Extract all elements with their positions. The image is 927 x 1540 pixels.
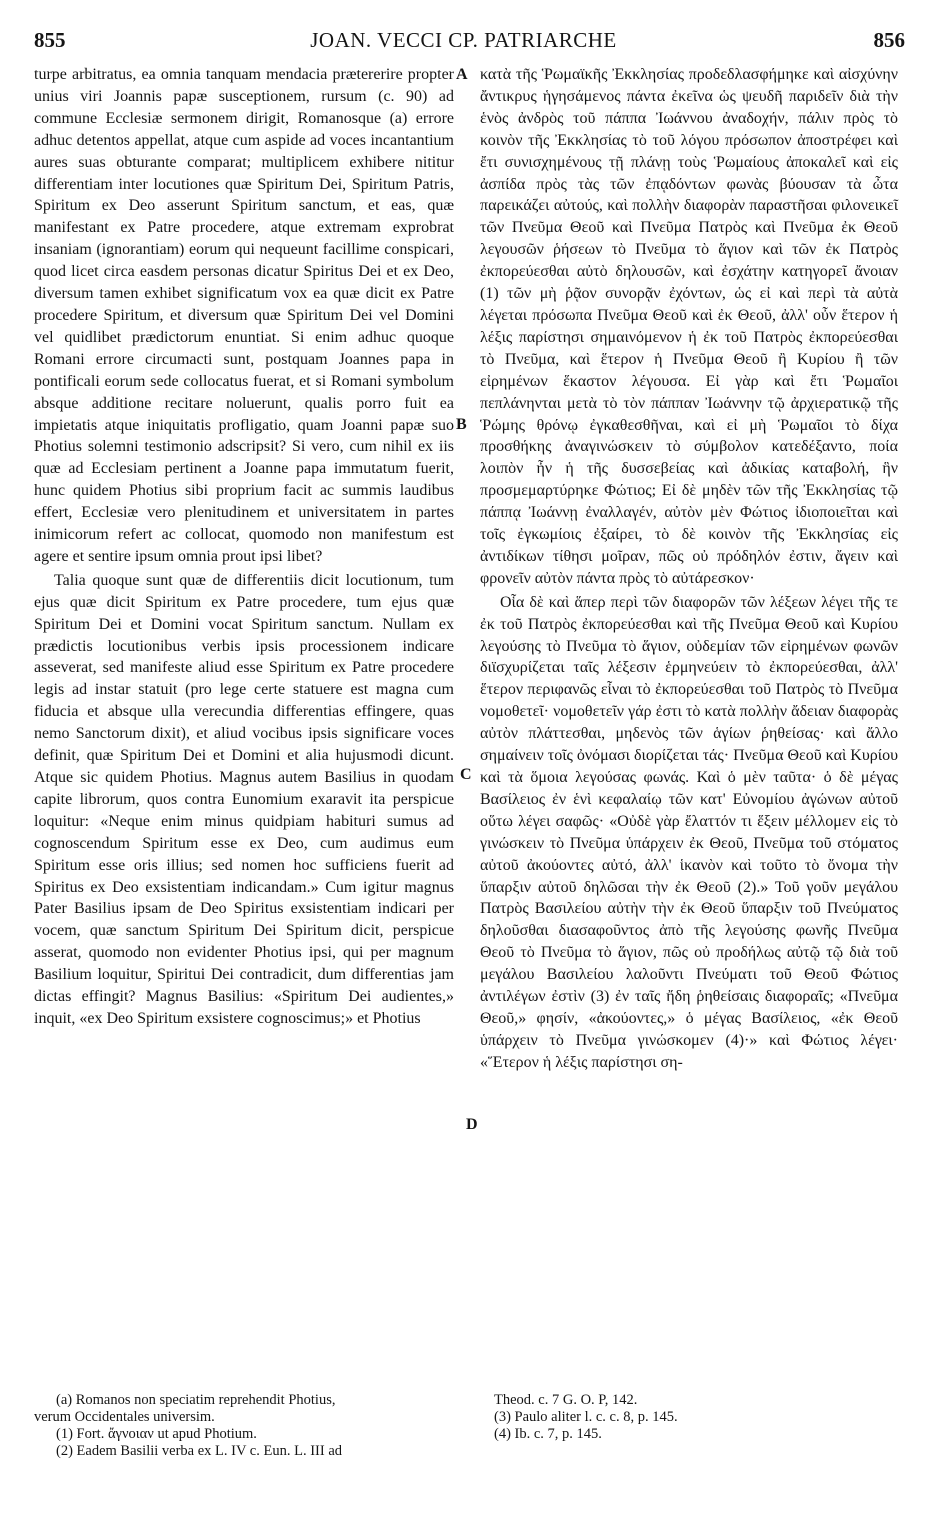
greek-paragraph: Οἷα δὲ καὶ ἅπερ περὶ τῶν διαφορῶν τῶν λέξεων λέγει τῆς τε ἐκ τοῦ Πατρὸς ἐκπορεύεσθαι καὶ τῆς Πνεῦμα Θεοῦ καὶ Κυρίου λεγούσης τὸ Πνεῦμα τὸ ἅγιον, οὐδεμίαν τῶν εἰρημένων φωνῶν διϊσχυρίζεται ταῖς λέξεσιν ἑρμηνεύειν τὸ ἐκπορεύεσθαι, ἀλλ' ἕτερον περιφανῶς εἶναι τὸ ἐκπορεύεσθαι τοῦ Πατρὸς τὸ Πνεῦμα νομοθετεῖ· νομοθετεῖν γάρ ἐστι τὸ κατὰ πολλὴν ἄδειαν διαφορὰς αὐτὸν πλάττεσθαι, μηδενὸς τῶν ἁγίων ῥηθείσας· καὶ ἄλλο σημαίνειν τοῖς ὀνόμασι διορίζεται τάς· Πνεῦμα Θεοῦ καὶ Κυρίου καὶ τὰ ὅμοια λεγούσας φωνάς. Καὶ ὁ μὲν ταῦτα· ὁ δὲ μέγας Βασίλειος ἐν ἑνὶ κεφαλαίῳ τῶν κατ' Εὐνομίου ἀγώνων αὐτοῦ οὕτω λέγει σαφῶς· «Οὐδὲ γὰρ ἔλαττόν τι ἕξειν μέλλομεν εἰς τὸ γινώσκειν τὸ Πνεῦμα ὑπάρχειν ἐκ Θεοῦ, Πνεῦμα τοῦ στόματος αὐτοῦ ἀκούοντες αὐτό, ἀλλ' ἱκανὸν καὶ τοῦτο τὸ ὄνομα τὴν ὕπαρξιν αὐτοῦ δηλῶσαι τὴν ἐκ Θεοῦ (2).» Τοῦ γοῦν μεγάλου Πατρὸς Βασιλείου αὐτὴν τὴν ἐκ Θεοῦ ὕπαρξιν τοῦ Πνεύματος δηλοῦσθαι διασαφοῦντος ἀπὸ τῆς λεγούσης φωνῆς Πνεῦμα Θεοῦ τὸ Πνεῦμα τὸ ἅγιον, πῶς οὐ προδήλως αὐτῷ τῷ διὰ τοῦ μεγάλου Βασιλείου λαλοῦντι Πνεύματι τοῦ Θεοῦ Φώτιος ἀντιλέγων ἐστὶν (3) ἐν ταῖς ἤδη ῥηθείσαις διαφοραῖς; «Πνεῦμα Θεοῦ,» φησίν, «ἀκούοντες,» ὁ μέγας Βασίλειος, «ἐκ Θεοῦ ὑπάρχειν τὸ Πνεῦμα γινώσκομεν (4)·» καὶ Φώτιος λέγει· «Ἕτερον ἡ λέξις παρίστησι ση- [480,593,898,1071]
footnotes-left [34,1392,474,1460]
latin-paragraph: Talia quoque sunt quæ de differentiis dicit locutionum, tum ejus quæ dicit Spiritum ex Patre procedere, tum ejus quæ Spiritum Dei et Domini vocat Spiritum sanctum. Nullam ex prædictis locutionibus verbis ipsis processionem indicare asseverat, sed manifeste aliud esse Spiritum ex Patre procedere legis ad instar statuit (pro lege certe statuere est magna cum fiducia et absque ulla verecundia differentias effingere, quas nemo Sanctorum dixit), et aliud vocibus ipsis significare voces definit, quæ Spiritum Dei et Domini et alia hujusmodi dicunt. Atque sic quidem Photius. Magnus autem Basilius in quodam capite librorum, quos contra Eunomium exaravit ita perspicue loquitur: «Neque enim minus quidpiam habituri sumus ad cognoscendum Spiritum esse ex Deo, cum audimus eum Spiritum esse oris illius; sed nomen hoc sufficiens fuerit ad Spiritus ex Deo exsistentiam indicandam.» Cum igitur magnus Pater Basilius ipsam de Deo Spiritus exsistentiam indicari per vocem, quæ sanctum Spiritum Dei Spiritum dicit, perspicue asserat, quomodo non evidenter Photius ipsi, qui per magnum Basilium loquitur, Spiritui Dei contradicit, dum differentias jam dictas effingit? Magnus Basilius: «Spiritum Dei audientes,» inquit, «ex Deo Spiritum exsistere cognoscimus;» et Photius [34,571,454,1027]
footnote-line: (a) Romanos non speciatim reprehendit Photius, [56,1392,336,1408]
latin-column [34,64,454,1030]
margin-letter-a: A [456,66,468,83]
footnote-line: (4) Ib. c. 7, p. 145. [494,1426,602,1442]
greek-column [480,64,898,1074]
latin-paragraph: turpe arbitratus, ea omnia tanquam mendacia prætererire propter unius viri Joannis papæ susceptionem, rursum (c. 90) ad commune Ecclesiæ sermonem dirigit, Romanosque (a) errore adhuc detentos appellat, atque cum aspide ad voces incantantium aures suas obturante comparat; multiplicem exhibere nititur differentiam inter locutiones quæ Spiritum Dei, Spiritum Patris, Spiritum ex Deo asserunt Spiritum sanctum, et eas, quæ manifestant ex Patre procedere, atque extremam exprobrat insaniam (ignorantiam) eorum qui nequeunt facillime conspicari, quod licet circa easdem personas dicatur Spiritus Dei et ex Deo, diversum tamen exhibet significatum vox ea quæ dicit ex Patre procedere Spiritum, et diversum quæ Spiritum Dei vel Domini vel quidlibet prædictorum enuntiat. Si enim adhuc quoque Romani errore circumacti sunt, postquam Joannes papa in pontificali eorum sede collocatus fuerat, et si Romani symbolum absque additione recitare noluerunt, qualis porro fuit ea impietatis atque iniquitatis profligatio, quam Joanni papæ suo Photius solemni testimonio adscripsit? Si vero, cum nihil ex iis quæ ad Ecclesiam pertinent a Joanne papa immutatum fuerit, hunc quidem Photius sibi proprium facit ac summis laudibus effert, Ecclesiæ vero plenitudinem et universitatem in partes inimicorum refert ac collocat, quomodo non manifestum est agere et sentire ipsum omnia prout ipsi libet? [34,66,454,565]
page-number-left: 855 [34,28,66,52]
margin-letter-c: C [460,766,472,783]
page-number-right: 856 [873,28,905,52]
greek-paragraph: κατὰ τῆς Ῥωμαϊκῆς Ἐκκλησίας προδεδλασφήμηκε καὶ αἰσχύνην ἄντικρυς ἡγησάμενος πάντα ἐκεῖνα ὡς ψευδῆ παριδεῖν διὰ τὴν ἑνὸς ἀνδρὸς τοῦ πάππα Ἰωάννου ἀναδοχήν, πάλιν πρὸς τὸ κοινὸν τῆς Ἐκκλησίας τὸ τοῦ λόγου πρόσωπον ἀποστρέφει καὶ ἔτι συνισχημένους τῇ πλάνῃ τοὺς Ῥωμαίους ἀποκαλεῖ καὶ εἰς ἀσπίδα πρὸς τὰς τῶν ἐπᾳδόντων φωνὰς βύουσαν τὰ ὦτα παρεικάζει αὐτούς, καὶ πολλὴν διαφορὰν παραστῆσαι φιλονεικεῖ τῶν Πνεῦμα Θεοῦ καὶ Πνεῦμα Πατρὸς καὶ Πνεῦμα ἐκ Θεοῦ λεγουσῶν ῥήσεων τὸ Πνεῦμα τὸ ἅγιον καὶ τῶν ἐκ Πατρὸς ἐκπορεύεσθαι αὐτὸ δηλουσῶν, καὶ ἐσχάτην κατηγορεῖ ἄνοιαν (1) τῶν μὴ ῥᾷον συνορᾷν ἐχόντων, ὡς εἰ καὶ περὶ τὰ αὐτὰ λέγεται πρόσωπα Πνεῦμα Θεοῦ καὶ ἐκ Θεοῦ, ἀλλ' οὖν ἕτερον ἡ λέξις παρίστησι σημαινόμενον ἡ ἐκ τοῦ Πατρὸς ἐκπορεύεσθαι τὸ Πνεῦμα, καὶ ἕτερον ἡ Πνεῦμα Θεοῦ ἢ Κυρίου ἢ τῶν εἰρημένων ἕκαστον λέγουσα. Εἰ γὰρ καὶ ἔτι Ῥωμαῖοι πεπλάνηνται μετὰ τὸ τὸν πάππαν Ἰωάννην τῷ ἀρχιερατικῷ τῆς Ῥώμης θρόνῳ ἐγκαθεσθῆναι, καὶ εἰ μὴ Ῥωμαῖοι τὸ δίχα προσθήκης ἀναγινώσκειν τὸ σύμβολον κατεδέξαντο, ποία λοιπὸν ἦν ἡ τῆς δυσσεβείας καὶ ἀδικίας καταβολή, ἣν προσμεμαρτύρηκε Φώτιος; Εἰ δὲ μηδὲν τῶν τῆς Ἐκκλησίας τῷ πάππᾳ Ἰωάννῃ ἐναλλαγέν, αὐτὸν μὲν Φώτιος ἰδιοποιεῖται καὶ τοῖς ἐγκωμίοις ἐξαίρει, τὸ δὲ κοινὸν τῆς Ἐκκλησίας εἰς ἀντιδίκων τίθησι μοῖραν, πῶς οὐ πρόδηλόν ἐστιν, ἄγειν καὶ φρονεῖν αὐτὸν πάντα πρὸς τὸ αὐτάρεσκον· [480,66,898,587]
page-header [0,28,927,58]
footnote-line: (2) Eadem Basilii verba ex L. IV c. Eun. L. III ad [56,1443,343,1459]
footnotes-right [494,1392,894,1443]
margin-letter-d: D [466,1116,478,1133]
footnote-line: verum Occidentales universim. [34,1409,215,1425]
footnote-line: Theod. c. 7 G. O. P, 142. [494,1392,638,1408]
footnote-line: (3) Paulo aliter l. c. c. 8, p. 145. [494,1409,678,1425]
margin-letter-b: B [456,416,467,433]
footnote-line: (1) Fort. ἄγνοιαν ut apud Photium. [56,1426,257,1442]
running-title: JOAN. VECCI CP. PATRIARCHE [310,28,617,52]
